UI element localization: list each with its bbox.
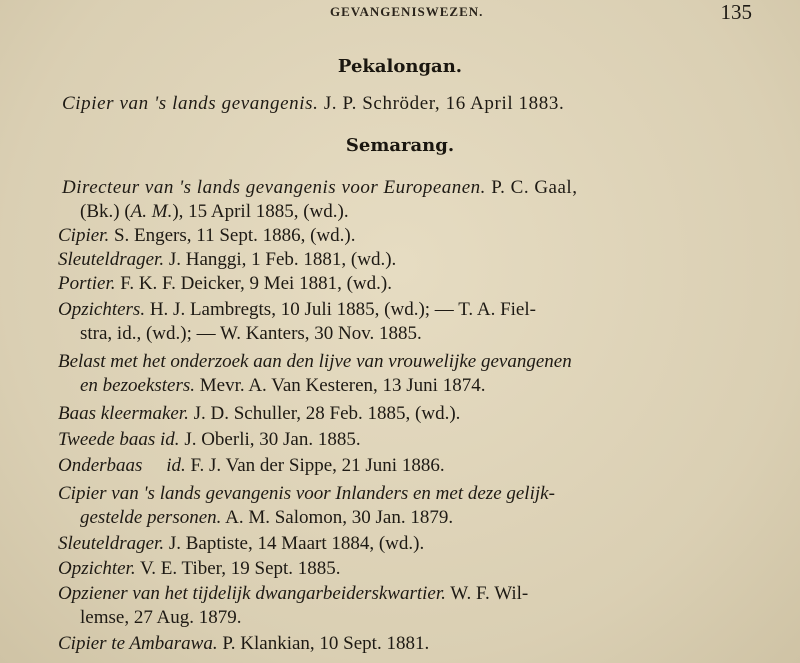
entry-line	[58, 272, 392, 296]
entry-role: Baas kleermaker.	[58, 403, 189, 424]
section-title-pekalongan: Pekalongan.	[337, 56, 463, 77]
entry-line	[80, 374, 485, 398]
entry-text: F. J. Van der Sippe, 21 Juni 1886.	[190, 455, 445, 476]
entry-line	[58, 532, 424, 556]
entry-line	[58, 482, 555, 506]
entry-text: J. Oberli, 30 Jan. 1885.	[184, 429, 361, 450]
entry-text: J. P. Schröder, 16 April 1883.	[323, 93, 565, 114]
entry-role: Portier.	[58, 273, 116, 294]
entry-role: Cipier van 's lands gevangenis.	[62, 93, 319, 114]
entry-text: J. Hanggi, 1 Feb. 1881, (wd.).	[168, 249, 397, 270]
entry-role: gestelde personen.	[80, 507, 222, 528]
entry-line	[58, 632, 429, 656]
entry-text: P. C. Gaal,	[491, 177, 578, 198]
entry-role: Cipier van 's lands gevangenis voor Inlanders en met deze gelijk-	[58, 483, 555, 504]
entry-role: Belast met het onderzoek aan den lijve van vrouwelijke gevangenen	[58, 351, 572, 372]
entry-role: Opzichters.	[58, 299, 146, 320]
entry-text: S. Engers, 11 Sept. 1886, (wd.).	[113, 225, 356, 246]
entry-text: J. D. Schuller, 28 Feb. 1885, (wd.).	[193, 403, 461, 424]
entry-line	[58, 454, 445, 478]
entry-role: Sleuteldrager.	[58, 249, 165, 270]
entry-line	[58, 350, 572, 374]
entry-role: Tweede baas id.	[58, 429, 180, 450]
page-number: 135	[720, 0, 752, 24]
entry-line	[58, 402, 460, 426]
entry-text: stra, id., (wd.); — W. Kanters, 30 Nov. 1885.	[80, 323, 422, 344]
entry-role: Opziener van het tijdelijk dwangarbeiderskwartier.	[58, 583, 446, 604]
entry-line	[80, 606, 242, 630]
entry-text: P. Klankian, 10 Sept. 1881.	[222, 633, 430, 654]
entry-role: Cipier te Ambarawa.	[58, 633, 218, 654]
entry-role: Onderbaas id.	[58, 455, 186, 476]
entry-line	[58, 248, 396, 272]
entry-role: Sleuteldrager.	[58, 533, 165, 554]
entry-text: W. F. Wil-	[450, 583, 529, 604]
entry-text: 15 April 1885, (wd.).	[188, 201, 349, 222]
section-title-semarang: Semarang.	[345, 135, 455, 156]
entry-text: H. J. Lambregts, 10 Juli 1885, (wd.); — T. A. Fiel-	[149, 299, 536, 320]
entry-role: Opzichter.	[58, 558, 136, 579]
entry-line	[58, 428, 361, 452]
entry-role: A. M.	[130, 201, 173, 222]
entry-text: V. E. Tiber, 19 Sept. 1885.	[140, 558, 341, 579]
running-title: GEVANGENISWEZEN.	[330, 4, 484, 19]
entry-text: A. M. Salomon, 30 Jan. 1879.	[225, 507, 454, 528]
entry-text: (Bk.)	[80, 201, 120, 222]
entry-text: F. K. F. Deicker, 9 Mei 1881, (wd.).	[120, 273, 392, 294]
entry-role: Cipier.	[58, 225, 110, 246]
entry-line	[58, 298, 536, 322]
entry-line	[58, 557, 341, 581]
entry-text: Mevr. A. Van Kesteren, 13 Juni 1874.	[199, 375, 486, 396]
entry-line	[58, 582, 528, 606]
entry-line	[62, 176, 577, 200]
entry-text: J. Baptiste, 14 Maart 1884, (wd.).	[168, 533, 425, 554]
entry-role: Directeur van 's lands gevangenis voor Europeanen.	[62, 177, 486, 198]
entry-line: (Bk.) (A. M.), 15 April 1885, (wd.).	[80, 201, 349, 222]
entry-line	[58, 224, 355, 248]
entry-line	[80, 506, 453, 530]
entry-line	[80, 322, 422, 346]
entry-line	[62, 92, 564, 116]
entry-text: lemse, 27 Aug. 1879.	[80, 607, 242, 628]
entry-role: en bezoeksters.	[80, 375, 196, 396]
